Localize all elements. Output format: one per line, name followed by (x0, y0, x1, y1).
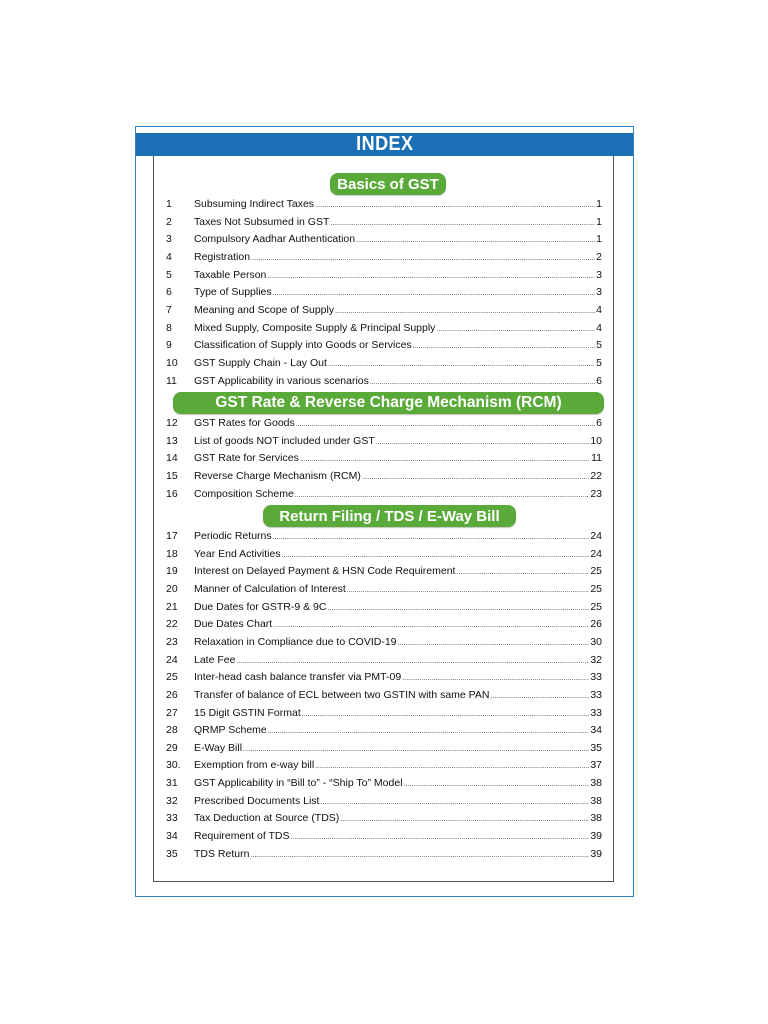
index-entry (154, 669, 613, 687)
entry-page-number: 5 (596, 356, 602, 369)
entry-page-number: 38 (590, 777, 602, 790)
section-heading-returns: Return Filing / TDS / E-Way Bill (263, 505, 516, 527)
entry-body (194, 214, 602, 233)
entry-number: 19 (166, 565, 178, 578)
index-banner (136, 133, 633, 156)
index-entry (154, 450, 613, 468)
index-content (153, 156, 614, 882)
entry-page-number: 1 (596, 215, 602, 228)
index-entry (154, 302, 613, 320)
entry-number: 13 (166, 434, 178, 447)
entry-body (194, 599, 602, 618)
entry-body (194, 652, 602, 671)
dot-leader (330, 215, 595, 233)
index-entry (154, 249, 613, 267)
index-entry (154, 528, 613, 546)
entry-body (194, 415, 602, 434)
entry-page-number: 4 (596, 321, 602, 334)
section-heading-rate-rcm: GST Rate & Reverse Charge Mechanism (RCM) (173, 392, 604, 414)
entry-page-number: 39 (590, 830, 602, 843)
entry-title: Registration (194, 250, 251, 263)
entry-number: 23 (166, 635, 178, 648)
entry-title: Due Dates Chart (194, 618, 273, 631)
entry-body (194, 846, 602, 865)
entry-title: Type of Supplies (194, 286, 272, 299)
entry-page-number: 37 (590, 759, 602, 772)
entry-number: 22 (166, 618, 178, 631)
dot-leader (402, 670, 589, 688)
entry-page-number: 25 (590, 600, 602, 613)
entry-body (194, 722, 602, 741)
dot-leader (413, 338, 595, 356)
dot-leader (243, 741, 589, 759)
dot-leader (273, 529, 590, 547)
entry-body (194, 249, 602, 268)
entry-page-number: 6 (596, 374, 602, 387)
index-entry (154, 616, 613, 634)
dot-leader (356, 232, 595, 250)
entry-body (194, 757, 602, 776)
entry-title: Relaxation in Compliance due to COVID-19 (194, 635, 397, 648)
entry-body (194, 284, 602, 303)
entry-title: Mixed Supply, Composite Supply & Principal Supply (194, 321, 436, 334)
entry-body (194, 581, 602, 600)
entry-number: 26 (166, 688, 178, 701)
index-frame (135, 126, 634, 897)
entry-page-number: 5 (596, 339, 602, 352)
dot-leader (456, 564, 589, 582)
entry-page-number: 30 (590, 635, 602, 648)
dot-leader (267, 268, 595, 286)
index-entry (154, 775, 613, 793)
index-entry (154, 634, 613, 652)
entry-title: Manner of Calculation of Interest (194, 582, 346, 595)
entry-body (194, 828, 602, 847)
entry-number: 12 (166, 417, 178, 429)
entry-body (194, 433, 602, 452)
index-entry (154, 563, 613, 581)
dot-leader (315, 197, 595, 215)
section-heading-basics: Basics of GST (330, 173, 446, 195)
entry-title: GST Rate for Services (194, 452, 299, 465)
entry-number: 15 (166, 469, 178, 482)
index-entry (154, 355, 613, 373)
entry-number: 1 (166, 198, 172, 210)
index-entry (154, 320, 613, 338)
entry-body (194, 705, 602, 724)
entry-title: Classification of Supply into Goods or Services (194, 339, 412, 352)
entry-number: 32 (166, 794, 178, 807)
entry-number: 18 (166, 547, 178, 560)
entry-number: 2 (166, 215, 172, 228)
entry-number: 35 (166, 847, 178, 860)
entry-page-number: 38 (590, 794, 602, 807)
entry-title: TDS Return (194, 847, 250, 860)
entry-title: 15 Digit GSTIN Format (194, 706, 301, 719)
entry-body (194, 616, 602, 635)
entry-body (194, 528, 602, 547)
dot-leader (327, 600, 589, 618)
entry-body (194, 546, 602, 565)
entry-title: Taxes Not Subsumed in GST (194, 215, 330, 228)
index-entry (154, 196, 613, 214)
entry-page-number: 10 (590, 434, 602, 447)
entry-title: Year End Activities (194, 547, 281, 560)
entry-number: 29 (166, 741, 178, 754)
index-entry (154, 757, 613, 775)
entry-title: Reverse Charge Mechanism (RCM) (194, 469, 361, 482)
entry-page-number: 24 (590, 547, 602, 560)
entry-title: Interest on Delayed Payment & HSN Code Requirement (194, 565, 456, 578)
entry-body (194, 196, 602, 215)
entry-title: E-Way Bill (194, 741, 243, 754)
entry-number: 7 (166, 303, 172, 316)
entry-title: Compulsory Aadhar Authentication (194, 233, 356, 246)
entry-number: 30. (166, 759, 181, 772)
entry-number: 5 (166, 268, 172, 281)
dot-leader (328, 356, 595, 374)
entry-page-number: 25 (590, 565, 602, 578)
dot-leader (362, 469, 589, 487)
entry-title: List of goods NOT included under GST (194, 434, 375, 447)
entry-title: Subsuming Indirect Taxes (194, 198, 315, 210)
dot-leader (295, 487, 590, 505)
entry-title: GST Supply Chain - Lay Out (194, 356, 327, 369)
dot-leader (268, 723, 590, 741)
dot-leader (251, 250, 595, 268)
entry-title: Tax Deduction at Source (TDS) (194, 812, 340, 825)
dot-leader (436, 321, 595, 339)
entry-page-number: 1 (596, 198, 602, 210)
dot-leader (398, 635, 590, 653)
index-entry (154, 231, 613, 249)
dot-leader (250, 847, 589, 865)
dot-leader (273, 285, 596, 303)
index-entry (154, 687, 613, 705)
entry-body (194, 267, 602, 286)
index-entry (154, 486, 613, 504)
index-entry (154, 546, 613, 564)
entry-title: Taxable Person (194, 268, 267, 281)
entry-body (194, 486, 602, 505)
dot-leader (273, 617, 589, 635)
entry-page-number: 11 (591, 452, 602, 465)
index-entry (154, 828, 613, 846)
index-entry (154, 267, 613, 285)
index-entry (154, 433, 613, 451)
entry-number: 3 (166, 233, 172, 246)
entry-title: QRMP Scheme (194, 724, 267, 737)
entry-body (194, 687, 602, 706)
entry-page-number: 3 (596, 268, 602, 281)
entry-body (194, 468, 602, 487)
entry-number: 28 (166, 724, 178, 737)
entry-number: 33 (166, 812, 178, 825)
dot-leader (370, 374, 595, 392)
index-entry (154, 599, 613, 617)
index-entry (154, 468, 613, 486)
entry-number: 14 (166, 452, 178, 465)
index-entry (154, 373, 613, 391)
dot-leader (340, 811, 589, 829)
entry-page-number: 34 (590, 724, 602, 737)
index-entry (154, 740, 613, 758)
entry-number: 16 (166, 487, 178, 500)
entry-title: Periodic Returns (194, 530, 272, 542)
entry-page-number: 33 (590, 688, 602, 701)
entry-page-number: 26 (590, 618, 602, 631)
entry-number: 20 (166, 582, 178, 595)
entry-number: 10 (166, 356, 178, 369)
entry-page-number: 2 (596, 250, 602, 263)
entry-body (194, 810, 602, 829)
index-entry (154, 284, 613, 302)
index-entry (154, 652, 613, 670)
entry-number: 21 (166, 600, 178, 613)
entry-body (194, 634, 602, 653)
entry-title: GST Applicability in “Bill to” - “Ship To” Model (194, 777, 403, 790)
index-entry (154, 705, 613, 723)
entry-body (194, 231, 602, 250)
index-entry (154, 337, 613, 355)
entry-page-number: 3 (596, 286, 602, 299)
entry-number: 34 (166, 830, 178, 843)
entry-title: Inter-head cash balance transfer via PMT-09 (194, 671, 402, 684)
entry-title: GST Rates for Goods (194, 417, 295, 429)
dot-leader (376, 434, 590, 452)
index-entry (154, 214, 613, 232)
entry-title: Meaning and Scope of Supply (194, 303, 335, 316)
entry-number: 8 (166, 321, 172, 334)
entry-page-number: 38 (590, 812, 602, 825)
entry-body (194, 563, 602, 582)
entry-page-number: 22 (590, 469, 602, 482)
entry-number: 31 (166, 777, 178, 790)
dot-leader (282, 547, 590, 565)
dot-leader (236, 653, 589, 671)
entry-body (194, 337, 602, 356)
entry-body (194, 793, 602, 812)
entry-number: 9 (166, 339, 172, 352)
entry-title: Late Fee (194, 653, 236, 666)
entry-page-number: 32 (590, 653, 602, 666)
entry-number: 25 (166, 671, 178, 684)
entry-title: GST Applicability in various scenarios (194, 374, 369, 387)
entry-title: Requirement of TDS (194, 830, 290, 843)
index-entry (154, 810, 613, 828)
entry-page-number: 6 (596, 417, 602, 429)
entry-page-number: 39 (590, 847, 602, 860)
entry-page-number: 4 (596, 303, 602, 316)
entry-number: 11 (166, 374, 177, 387)
entry-body (194, 373, 602, 392)
entry-number: 27 (166, 706, 178, 719)
dot-leader (291, 829, 590, 847)
index-entry (154, 846, 613, 864)
dot-leader (347, 582, 590, 600)
entry-page-number: 23 (590, 487, 602, 500)
entry-page-number: 33 (590, 671, 602, 684)
entry-body (194, 320, 602, 339)
dot-leader (302, 706, 590, 724)
entry-title: Composition Scheme (194, 487, 294, 500)
index-entry (154, 793, 613, 811)
entry-number: 24 (166, 653, 178, 666)
index-entry (154, 722, 613, 740)
entry-body (194, 302, 602, 321)
entry-page-number: 25 (590, 582, 602, 595)
entry-page-number: 35 (590, 741, 602, 754)
index-entry (154, 581, 613, 599)
entry-page-number: 33 (590, 706, 602, 719)
dot-leader (320, 794, 589, 812)
entry-page-number: 1 (596, 233, 602, 246)
index-title: INDEX (355, 133, 414, 155)
entry-body (194, 450, 602, 469)
entry-body (194, 669, 602, 688)
entry-body (194, 355, 602, 374)
dot-leader (404, 776, 590, 794)
entry-body (194, 740, 602, 759)
entry-body (194, 775, 602, 794)
entry-number: 17 (166, 530, 178, 542)
entry-page-number: 24 (590, 530, 602, 542)
entry-number: 6 (166, 286, 172, 299)
entry-title: Exemption from e-way bill (194, 759, 315, 772)
entry-title: Due Dates for GSTR-9 & 9C (194, 600, 327, 613)
dot-leader (296, 416, 595, 434)
dot-leader (315, 758, 589, 776)
dot-leader (491, 688, 590, 706)
entry-title: Transfer of balance of ECL between two GSTIN with same PAN (194, 688, 490, 701)
dot-leader (335, 303, 595, 321)
entry-title: Prescribed Documents List (194, 794, 320, 807)
dot-leader (300, 451, 590, 469)
entry-number: 4 (166, 250, 172, 263)
index-entry (154, 415, 613, 433)
